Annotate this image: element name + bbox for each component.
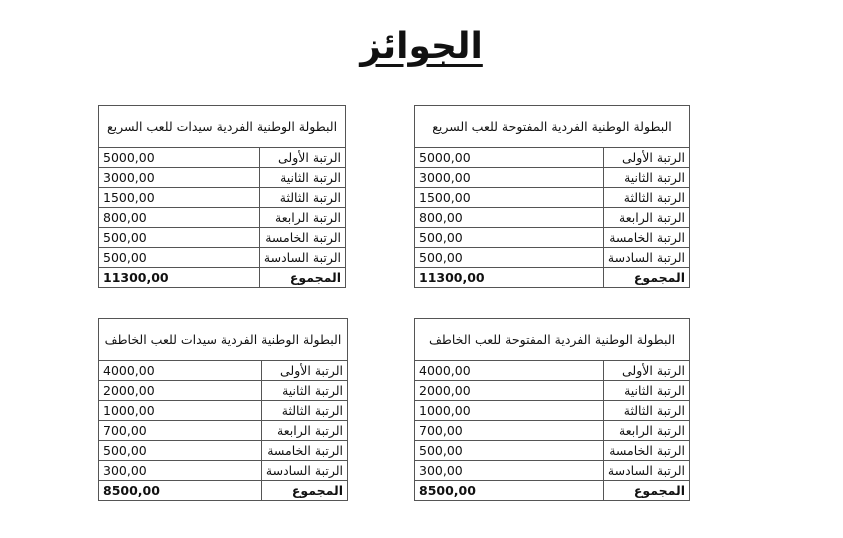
rank-cell: الرتبة السادسة <box>259 248 345 268</box>
rank-cell: الرتبة الثالثة <box>603 401 689 421</box>
table-row <box>415 361 690 381</box>
page-title: الجوائز <box>360 26 483 67</box>
total-value: 11300,00 <box>415 268 604 288</box>
table-row <box>99 248 346 268</box>
table-row <box>99 168 346 188</box>
amount-cell: 2000,00 <box>99 381 262 401</box>
amount-cell: 2000,00 <box>415 381 604 401</box>
amount-cell: 500,00 <box>99 228 260 248</box>
total-label: المجموع <box>603 481 689 501</box>
total-value: 11300,00 <box>99 268 260 288</box>
table-row <box>415 248 690 268</box>
table-title: البطولة الوطنية الفردية المفتوحة للعب الخاطف <box>415 319 690 361</box>
rank-cell: الرتبة الرابعة <box>261 421 347 441</box>
rank-cell: الرتبة الخامسة <box>603 441 689 461</box>
table-row <box>415 381 690 401</box>
rank-cell: الرتبة الرابعة <box>603 421 689 441</box>
amount-cell: 300,00 <box>99 461 262 481</box>
amount-cell: 700,00 <box>415 421 604 441</box>
rank-cell: الرتبة الثالثة <box>259 188 345 208</box>
table-row <box>415 421 690 441</box>
rank-cell: الرتبة الأولى <box>261 361 347 381</box>
rank-cell: الرتبة الثالثة <box>603 188 689 208</box>
prize-table-open-rapid <box>414 105 690 288</box>
amount-cell: 500,00 <box>99 441 262 461</box>
table-row <box>415 168 690 188</box>
prize-table-open-blitz <box>414 318 690 501</box>
amount-cell: 3000,00 <box>99 168 260 188</box>
total-row <box>99 268 346 288</box>
rank-cell: الرتبة الثانية <box>261 381 347 401</box>
total-row <box>415 481 690 501</box>
total-label: المجموع <box>603 268 689 288</box>
rank-cell: الرتبة الأولى <box>603 361 689 381</box>
rank-cell: الرتبة السادسة <box>261 461 347 481</box>
total-label: المجموع <box>259 268 345 288</box>
amount-cell: 4000,00 <box>99 361 262 381</box>
table-title: البطولة الوطنية الفردية المفتوحة للعب السريع <box>415 106 690 148</box>
table-row <box>415 228 690 248</box>
table-row <box>99 381 348 401</box>
total-value: 8500,00 <box>99 481 262 501</box>
amount-cell: 800,00 <box>99 208 260 228</box>
rank-cell: الرتبة الثانية <box>259 168 345 188</box>
rank-cell: الرتبة السادسة <box>603 461 689 481</box>
amount-cell: 4000,00 <box>415 361 604 381</box>
amount-cell: 700,00 <box>99 421 262 441</box>
table-row <box>99 361 348 381</box>
rank-cell: الرتبة الخامسة <box>603 228 689 248</box>
table-row <box>415 461 690 481</box>
table-row <box>415 188 690 208</box>
rank-cell: الرتبة الخامسة <box>259 228 345 248</box>
prize-table-women-rapid <box>98 105 346 288</box>
amount-cell: 500,00 <box>415 248 604 268</box>
table-row <box>99 148 346 168</box>
rank-cell: الرتبة الرابعة <box>603 208 689 228</box>
amount-cell: 1500,00 <box>415 188 604 208</box>
table-row <box>99 421 348 441</box>
table-row <box>99 188 346 208</box>
table-row <box>99 401 348 421</box>
amount-cell: 500,00 <box>415 441 604 461</box>
amount-cell: 1000,00 <box>99 401 262 421</box>
amount-cell: 3000,00 <box>415 168 604 188</box>
amount-cell: 5000,00 <box>99 148 260 168</box>
rank-cell: الرتبة الثالثة <box>261 401 347 421</box>
rank-cell: الرتبة الخامسة <box>261 441 347 461</box>
table-title: البطولة الوطنية الفردية سيدات للعب السريع <box>99 106 346 148</box>
rank-cell: الرتبة الأولى <box>603 148 689 168</box>
table-row <box>99 228 346 248</box>
total-row <box>415 268 690 288</box>
prize-table-women-blitz <box>98 318 348 501</box>
table-row <box>99 461 348 481</box>
amount-cell: 5000,00 <box>415 148 604 168</box>
table-row <box>415 148 690 168</box>
rank-cell: الرتبة الثانية <box>603 168 689 188</box>
total-label: المجموع <box>261 481 347 501</box>
amount-cell: 500,00 <box>99 248 260 268</box>
rank-cell: الرتبة الرابعة <box>259 208 345 228</box>
amount-cell: 1500,00 <box>99 188 260 208</box>
table-row <box>415 441 690 461</box>
amount-cell: 300,00 <box>415 461 604 481</box>
table-row <box>415 208 690 228</box>
rank-cell: الرتبة الأولى <box>259 148 345 168</box>
rank-cell: الرتبة السادسة <box>603 248 689 268</box>
amount-cell: 800,00 <box>415 208 604 228</box>
table-title: البطولة الوطنية الفردية سيدات للعب الخاطف <box>99 319 348 361</box>
total-value: 8500,00 <box>415 481 604 501</box>
table-row <box>415 401 690 421</box>
amount-cell: 1000,00 <box>415 401 604 421</box>
table-row <box>99 441 348 461</box>
total-row <box>99 481 348 501</box>
rank-cell: الرتبة الثانية <box>603 381 689 401</box>
amount-cell: 500,00 <box>415 228 604 248</box>
table-row <box>99 208 346 228</box>
